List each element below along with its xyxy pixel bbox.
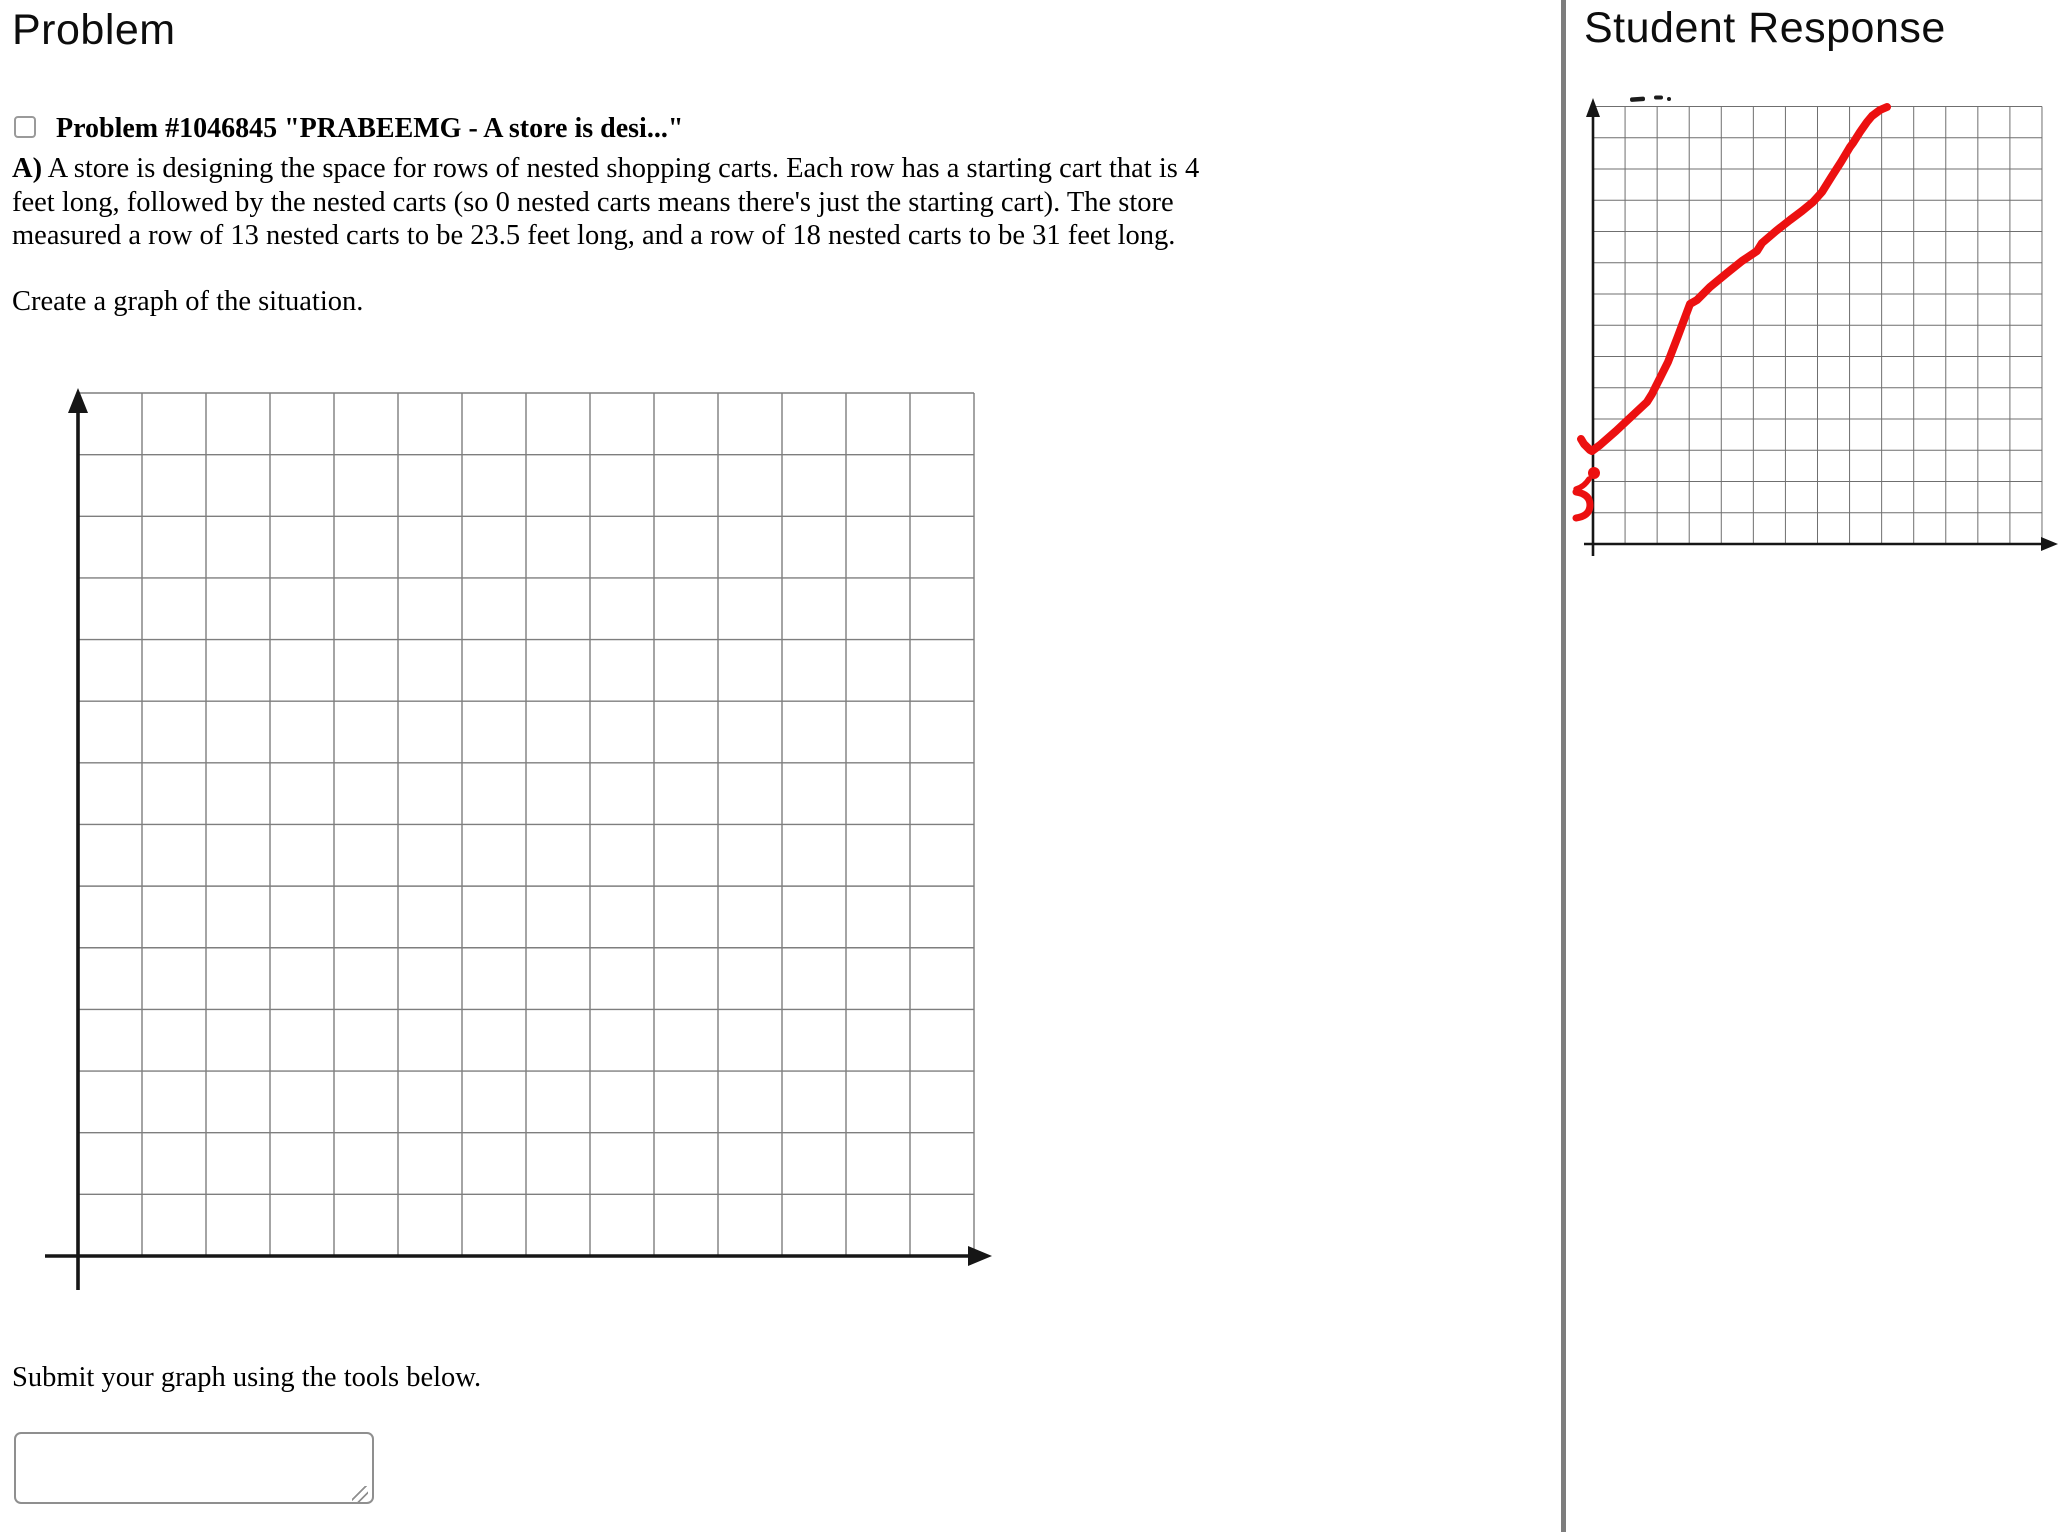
y-axis-arrow-icon	[1586, 98, 1600, 117]
answer-textarea[interactable]	[14, 1432, 374, 1504]
problem-text-line2: feet long, followed by the nested carts (so 0 nested carts means there's just the starting cart). The store	[12, 186, 1174, 218]
x-axis-arrow-icon	[2041, 537, 2058, 551]
problem-header-row	[14, 114, 683, 144]
x-axis-arrow-icon	[968, 1246, 992, 1266]
blank-graph-grid	[20, 375, 1030, 1325]
student-graph	[1570, 85, 2062, 585]
submit-instruction: Submit your graph using the tools below.	[12, 1362, 482, 1393]
problem-text-line1: A store is designing the space for rows of nested shopping carts. Each row has a starting cart that is 4	[42, 153, 1200, 184]
textarea-resize-handle[interactable]	[352, 1486, 368, 1502]
red-comma-mark	[1576, 479, 1589, 489]
panel-divider	[1561, 0, 1566, 1532]
problem-header: Problem #1046845 "PRABEEMG - A store is desi..."	[56, 113, 684, 144]
cropped-axis-label-fragment	[1630, 96, 1671, 102]
red-cropped-digit-mark	[1576, 492, 1590, 518]
problem-part-label: A)	[12, 153, 43, 184]
student-response-title: Student Response	[1584, 4, 1946, 52]
problem-text-line3: measured a row of 13 nested carts to be 23.5 feet long, and a row of 18 nested carts to be 31 feet long.	[12, 220, 1176, 251]
problem-text-line	[12, 152, 1262, 186]
red-scribble-marks	[1576, 467, 1600, 518]
grid-lines	[1593, 107, 2042, 545]
student-line	[1581, 107, 1887, 451]
problem-text	[12, 152, 1262, 253]
graph-instruction: Create a graph of the situation.	[12, 286, 364, 317]
y-axis-arrow-icon	[68, 388, 88, 413]
grid-lines	[78, 393, 974, 1256]
page-title: Problem	[12, 6, 176, 54]
problem-select-checkbox[interactable]	[14, 116, 36, 138]
